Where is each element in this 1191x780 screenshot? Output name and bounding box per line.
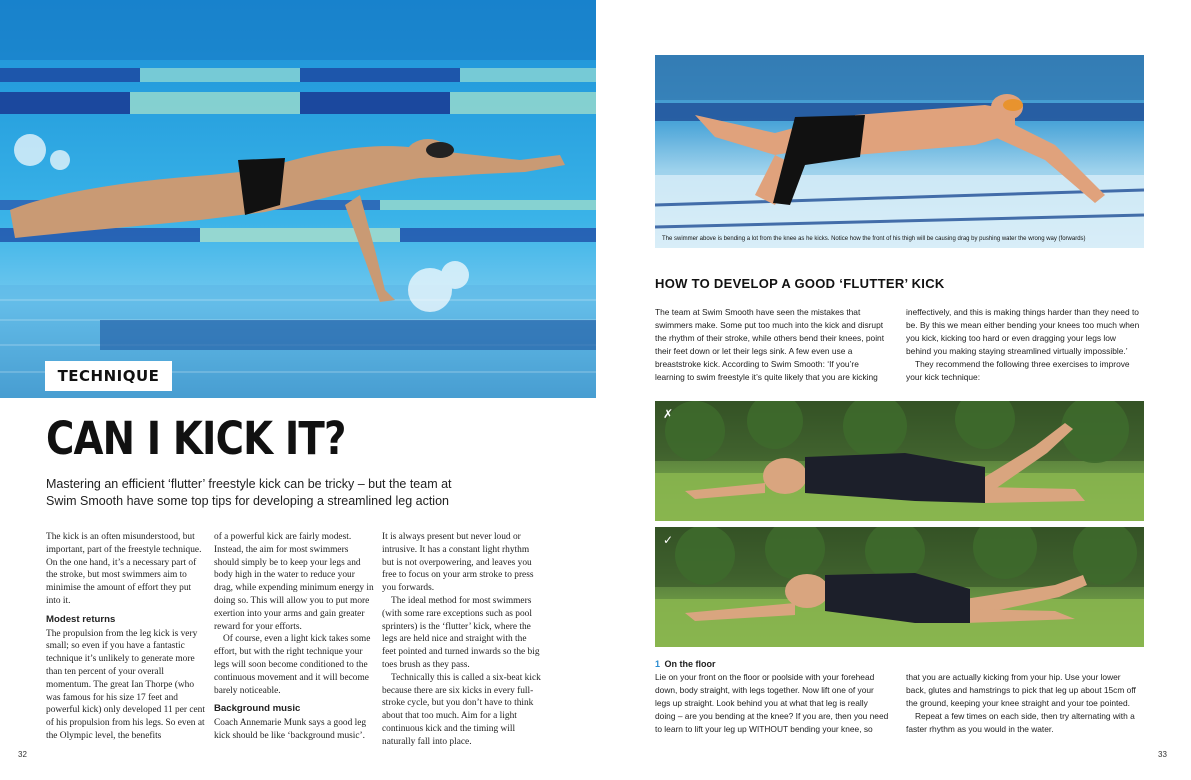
exercise-title [655,659,716,669]
section-tag: TECHNIQUE [45,361,172,391]
subheading-background-music: Background music [214,703,301,715]
body-paragraph: Lie on your front on the floor or poolside with your forehead down, body straight, with legs together. Now lift one of your legs up straight. Look behind you at what that leg is really doing – are you bending at the knee? If you are, then you need to learn to lift your leg up WITHOUT bending your knee, so [655,672,889,734]
floor-exercise-correct-photo [655,527,1144,647]
swimmer-bent-knee-illustration [655,55,1144,248]
correct-mark-icon: ✓ [663,533,674,547]
bent-knee-swimmer-photo [655,55,1144,248]
body-column-2 [214,531,374,743]
body-paragraph: Technically this is called a six-beat kick because there are six kicks in every full-stroke cycle, but you don’t have to think about that too much. Aim for a light continuous kick and the timing will naturally fall into place. [382,672,541,747]
body-column-3 [382,531,542,749]
body-paragraph: Coach Annemarie Munk says a good leg kick should be like ‘background music’. [214,718,367,741]
body-paragraph: of a powerful kick are fairly modest. Instead, the aim for most swimmers should simply be to keep your legs and body high in the water to reduce your drag, while expending minimum energy in doing so. This will allow you to put more exertion into your arms and gain greater reward for your efforts. [214,532,374,632]
photo-caption: The swimmer above is bending a lot from the knee as he kicks. Notice how the front of his thigh will be causing drag by pushing water the wrong way (forwards) [662,236,1086,242]
incorrect-mark-icon: ✗ [663,407,674,421]
body-paragraph: Repeat a few times on each side, then try alternating with a faster rhythm as you would in the water. [906,710,1135,734]
body-paragraph: The ideal method for most swimmers (with some rare exceptions such as pool sprinters) is the ‘flutter’ kick, where the legs are held nice and straight with the feet pointed and turned inwards so the big toes brush as they pass. [382,595,540,670]
body-column-1 [46,531,206,743]
exercise-column-2 [906,671,1141,736]
right-page [596,0,1191,780]
hero-swimmer-photo [0,0,596,398]
swimmer-underwater-illustration [0,0,596,398]
exercise-number: 1 [655,659,661,669]
article-headline: CAN I KICK IT? [46,412,346,465]
page-number: 32 [18,750,27,759]
body-paragraph: that you are actually kicking from your hip. Use your lower back, glutes and hamstrings to pick that leg up about 15cm off the ground, keeping your knee straight and your toe pointed. [906,672,1136,708]
exercise-column-1 [655,671,890,736]
body-paragraph: The kick is an often misunderstood, but important, part of the freestyle technique. On the one hand, it’s a necessary part of the stroke, but most swimmers aim to minimise the amount of effort they put into it. [46,532,202,606]
page-number: 33 [1158,750,1167,759]
intro-column-2 [906,306,1141,383]
floor-exercise-incorrect-photo [655,401,1144,521]
subheading-modest-returns: Modest returns [46,613,116,625]
body-paragraph: ineffectively, and this is making things harder than they need to be. By this we mean either bending your knees too much when you kick, kicking too hard or even dragging your legs low behind you making staying streamlined virtually impossible.’ [906,307,1140,356]
lying-kick-bent-knee-illustration [655,401,1144,521]
exercise-name: On the floor [664,659,716,669]
body-paragraph: They recommend the following three exercises to improve your kick technique: [906,358,1130,382]
intro-column-1 [655,306,890,383]
body-paragraph: It is always present but never loud or intrusive. It has a constant light rhythm but is not overpowering, and leaves you free to focus on your arm stroke to press you forwards. [382,532,534,594]
body-paragraph: The team at Swim Smooth have seen the mistakes that swimmers make. Some put too much into the kick and disrupt the rhythm of their stroke, while others bend their knees, point their feet down or let their legs sink. A few even use a breaststroke kick. According to Swim Smooth: ‘If you’re learning to swim freestyle it’s quite likely that you are kicking [655,307,885,382]
section-heading: HOW TO DEVELOP A GOOD ‘FLUTTER’ KICK [655,276,945,291]
body-paragraph: Of course, even a light kick takes some effort, but with the right technique your legs will soon become conditioned to the continuous movement and it will become barely noticeable. [214,634,371,696]
article-standfirst: Mastering an efficient ‘flutter’ freestyle kick can be tricky – but the team at Swim Smooth have some top tips for developing a streamlined leg action [46,477,452,508]
lying-kick-straight-leg-illustration [655,527,1144,647]
body-paragraph: The propulsion from the leg kick is very small; so even if you have a fantastic technique it’s unlikely to generate more than ten percent of your overall momentum. The great Ian Thorpe (who was famous for his size 17 feet and powerful kick) only developed 11 per cent of his propulsion from his legs. So even at the Olympic level, the benefits [46,628,205,741]
